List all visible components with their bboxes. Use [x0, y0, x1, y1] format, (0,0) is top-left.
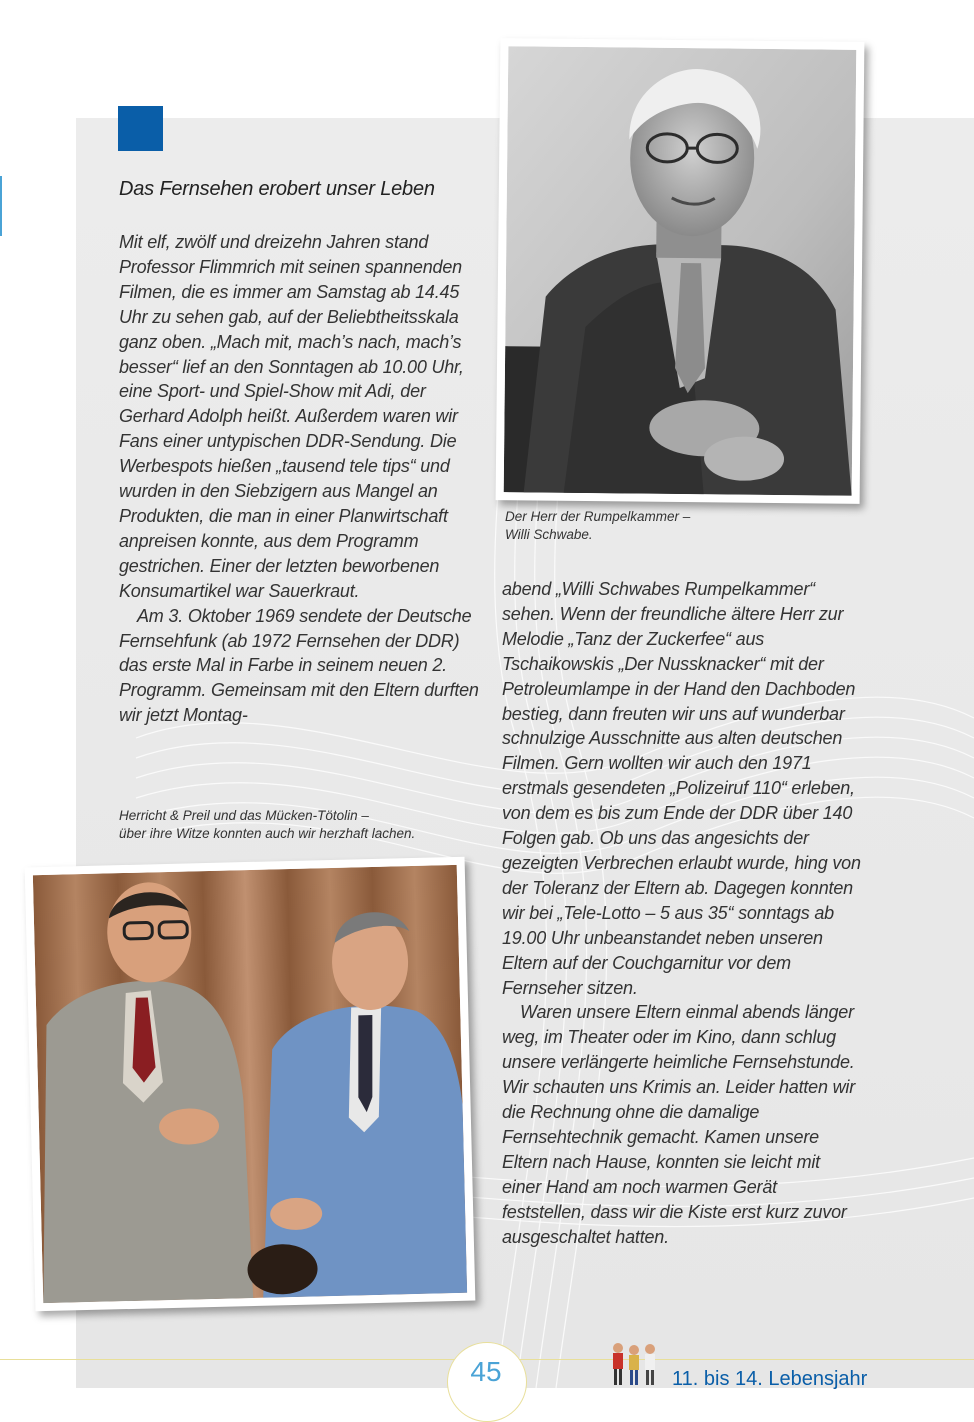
photo-herricht-preil: [25, 857, 476, 1312]
duo-image: [33, 865, 467, 1303]
paragraph: Waren unsere Eltern einmal abends länger weg, im Theater oder im Kino, dann schlug unsere verlängerte heimliche Fernsehstunde. Wir schauten uns Krimis an. Leider hatten wir die Rechnung ohne die damalige Fernsehtechnik gemacht. Kamen unsere Eltern nach Hause, konnten sie leicht mit einer Hand am noch warmen Gerät feststellen, dass wir die Kiste erst kurz zuvor ausgeschaltet hatten.: [502, 1000, 862, 1249]
portrait-image: [504, 46, 857, 496]
left-column-text: [119, 230, 479, 728]
photo-caption-bottom: [119, 807, 459, 843]
caption-line: Der Herr der Rumpelkammer –: [505, 508, 765, 526]
caption-line: über ihre Witze konnten auch wir herzhaft lachen.: [119, 825, 459, 843]
paragraph: abend „Willi Schwabes Rumpelkammer“ sehen. Wenn der freundliche ältere Herr zur Melodie „Tanz der Zuckerfee“ aus Tschaikowskis „Der Nussknacker“ mit der Petroleumlampe in der Hand den Dachboden bestieg, dann freuten wir uns auf wunderbar schnulzige Ausschnitte aus alten deutschen Filmen. Gern wollten wir auch den 1971 erstmals gesendeten „Polizeiruf 110“ erleben, von dem es bis zum Ende der DDR über 140 Folgen gab. Ob uns das angesichts der gezeigten Verbrechen erlaubt wurde, hing von der Toleranz der Eltern ab. Dagegen konnten wir bei „Tele-Lotto – 5 aus 35“ sonntags ab 19.00 Uhr unbeanstandet neben unseren Eltern auf der Couchgarnitur vor dem Fernseher sitzen.: [502, 577, 862, 1000]
caption-line: Willi Schwabe.: [505, 526, 765, 544]
photo-caption-top: [505, 508, 765, 544]
section-marker-square: [118, 106, 163, 151]
photo-willi-schwabe: [496, 38, 865, 504]
chapter-label: 11. bis 14. Lebensjahr: [672, 1368, 867, 1391]
right-column-text: [502, 577, 862, 1249]
section-heading: Das Fernsehen erobert unser Leben: [119, 178, 499, 201]
page-edge-marker: [0, 176, 2, 236]
caption-line: Herricht & Preil und das Mücken-Tötolin –: [119, 807, 459, 825]
children-figures-icon: [608, 1340, 668, 1388]
paragraph: Mit elf, zwölf und dreizehn Jahren stand Professor Flimmrich mit seinen spannenden Filmen, die es immer am Samstag ab 14.45 Uhr zu sehen gab, auf der Beliebtheitsskala ganz oben. „Mach mit, mach’s nach, mach’s besser“ lief an den Sonntagen ab 10.00 Uhr, eine Sport- und Spiel-Show mit Adi, der Gerhard Adolph heißt. Außerdem waren wir Fans einer untypischen DDR-Sendung. Die Werbespots hießen „tausend tele tips“ und wurden in den Siebzigern aus Mangel an Produkten, die man in einer Planwirtschaft anpreisen konnte, aus dem Programm gestrichen. Einer der letzten beworbenen Konsumartikel war Sauerkraut.: [119, 230, 479, 604]
paragraph: Am 3. Oktober 1969 sendete der Deutsche Fernsehfunk (ab 1972 Fernsehen der DDR) das erste Mal in Farbe in seinem neuen 2. Programm. Gemeinsam mit den Eltern durften wir jetzt Montag-: [119, 604, 479, 729]
page-number: 45: [447, 1356, 525, 1388]
